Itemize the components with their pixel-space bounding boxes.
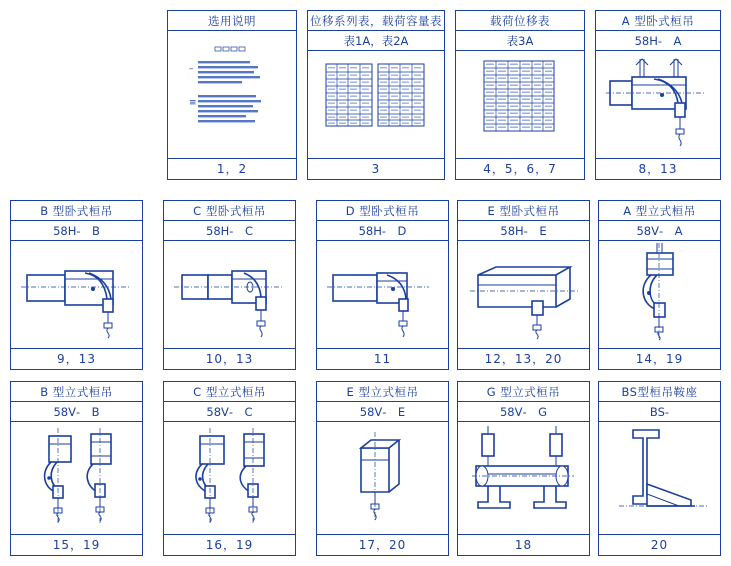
card-subheader: 58V‑ E — [317, 402, 448, 422]
card-subheader: 58V‑ G — [458, 402, 589, 422]
svg-text:–: – — [189, 64, 194, 74]
card-type-a-horizontal[interactable] — [595, 10, 721, 180]
card-subheader: 58H‑ D — [317, 221, 448, 241]
card-type-d-horizontal[interactable] — [316, 200, 449, 370]
card-footer: 14，19 — [599, 348, 720, 369]
card-header: 载荷位移表 — [456, 11, 584, 31]
card-subheader: 表3A — [456, 31, 584, 51]
card-figure-vert-e — [317, 422, 448, 534]
card-header: D 型卧式桓吊 — [317, 201, 448, 221]
card-header: BS型桓吊鞍座 — [599, 382, 720, 402]
card-type-b-horizontal[interactable] — [10, 200, 143, 370]
card-header: 位移系列表，载荷容量表 — [308, 11, 444, 31]
card-type-e-horizontal[interactable] — [457, 200, 590, 370]
card-footer: 8，13 — [596, 158, 720, 179]
card-type-g-vertical[interactable] — [457, 381, 590, 556]
card-load-displacement-table[interactable] — [455, 10, 585, 180]
card-figure-vert-b — [11, 422, 142, 534]
card-subheader: 58H‑ B — [11, 221, 142, 241]
card-figure-horiz-a — [596, 51, 720, 158]
card-footer: 18 — [458, 534, 589, 555]
card-figure-saddle — [599, 422, 720, 534]
card-bs-saddle[interactable] — [598, 381, 721, 556]
card-footer: 20 — [599, 534, 720, 555]
card-header: E 型立式桓吊 — [317, 382, 448, 402]
svg-text:≡: ≡ — [189, 98, 197, 108]
card-header: A 型卧式桓吊 — [596, 11, 720, 31]
card-selection-guide[interactable] — [167, 10, 297, 180]
card-footer: 17，20 — [317, 534, 448, 555]
card-figure-horiz-c — [164, 241, 295, 348]
card-header: G 型立式桓吊 — [458, 382, 589, 402]
card-header: C 型卧式桓吊 — [164, 201, 295, 221]
card-displacement-series-tables[interactable] — [307, 10, 445, 180]
card-subheader: BS‑ — [599, 402, 720, 422]
card-figure-vert-g — [458, 422, 589, 534]
card-figure-text-block — [168, 31, 296, 158]
card-footer: 1，2 — [168, 158, 296, 179]
card-figure-one-table — [456, 51, 584, 158]
card-subheader: 58H‑ A — [596, 31, 720, 51]
card-footer: 16，19 — [164, 534, 295, 555]
card-subheader: 58V‑ A — [599, 221, 720, 241]
card-figure-horiz-e — [458, 241, 589, 348]
card-header: B 型立式桓吊 — [11, 382, 142, 402]
card-footer: 10，13 — [164, 348, 295, 369]
card-type-c-horizontal[interactable] — [163, 200, 296, 370]
card-subheader: 58V‑ C — [164, 402, 295, 422]
card-footer: 12，13，20 — [458, 348, 589, 369]
card-subheader: 58V‑ B — [11, 402, 142, 422]
card-figure-vert-c — [164, 422, 295, 534]
card-figure-two-tables — [308, 51, 444, 158]
card-footer: 11 — [317, 348, 448, 369]
card-subheader: 表1A，表2A — [308, 31, 444, 51]
card-figure-horiz-b — [11, 241, 142, 348]
card-header: A 型立式桓吊 — [599, 201, 720, 221]
card-type-b-vertical[interactable] — [10, 381, 143, 556]
card-type-c-vertical[interactable] — [163, 381, 296, 556]
card-footer: 9，13 — [11, 348, 142, 369]
card-subheader: 58H‑ C — [164, 221, 295, 241]
card-type-e-vertical[interactable] — [316, 381, 449, 556]
card-footer: 4，5，6，7 — [456, 158, 584, 179]
card-footer: 15，19 — [11, 534, 142, 555]
card-header: C 型立式桓吊 — [164, 382, 295, 402]
card-footer: 3 — [308, 158, 444, 179]
card-type-a-vertical[interactable] — [598, 200, 721, 370]
card-header: 选用说明 — [168, 11, 296, 31]
card-subheader: 58H‑ E — [458, 221, 589, 241]
card-header: E 型卧式桓吊 — [458, 201, 589, 221]
card-header: B 型卧式桓吊 — [11, 201, 142, 221]
card-figure-vert-a — [599, 241, 720, 348]
card-figure-horiz-d — [317, 241, 448, 348]
